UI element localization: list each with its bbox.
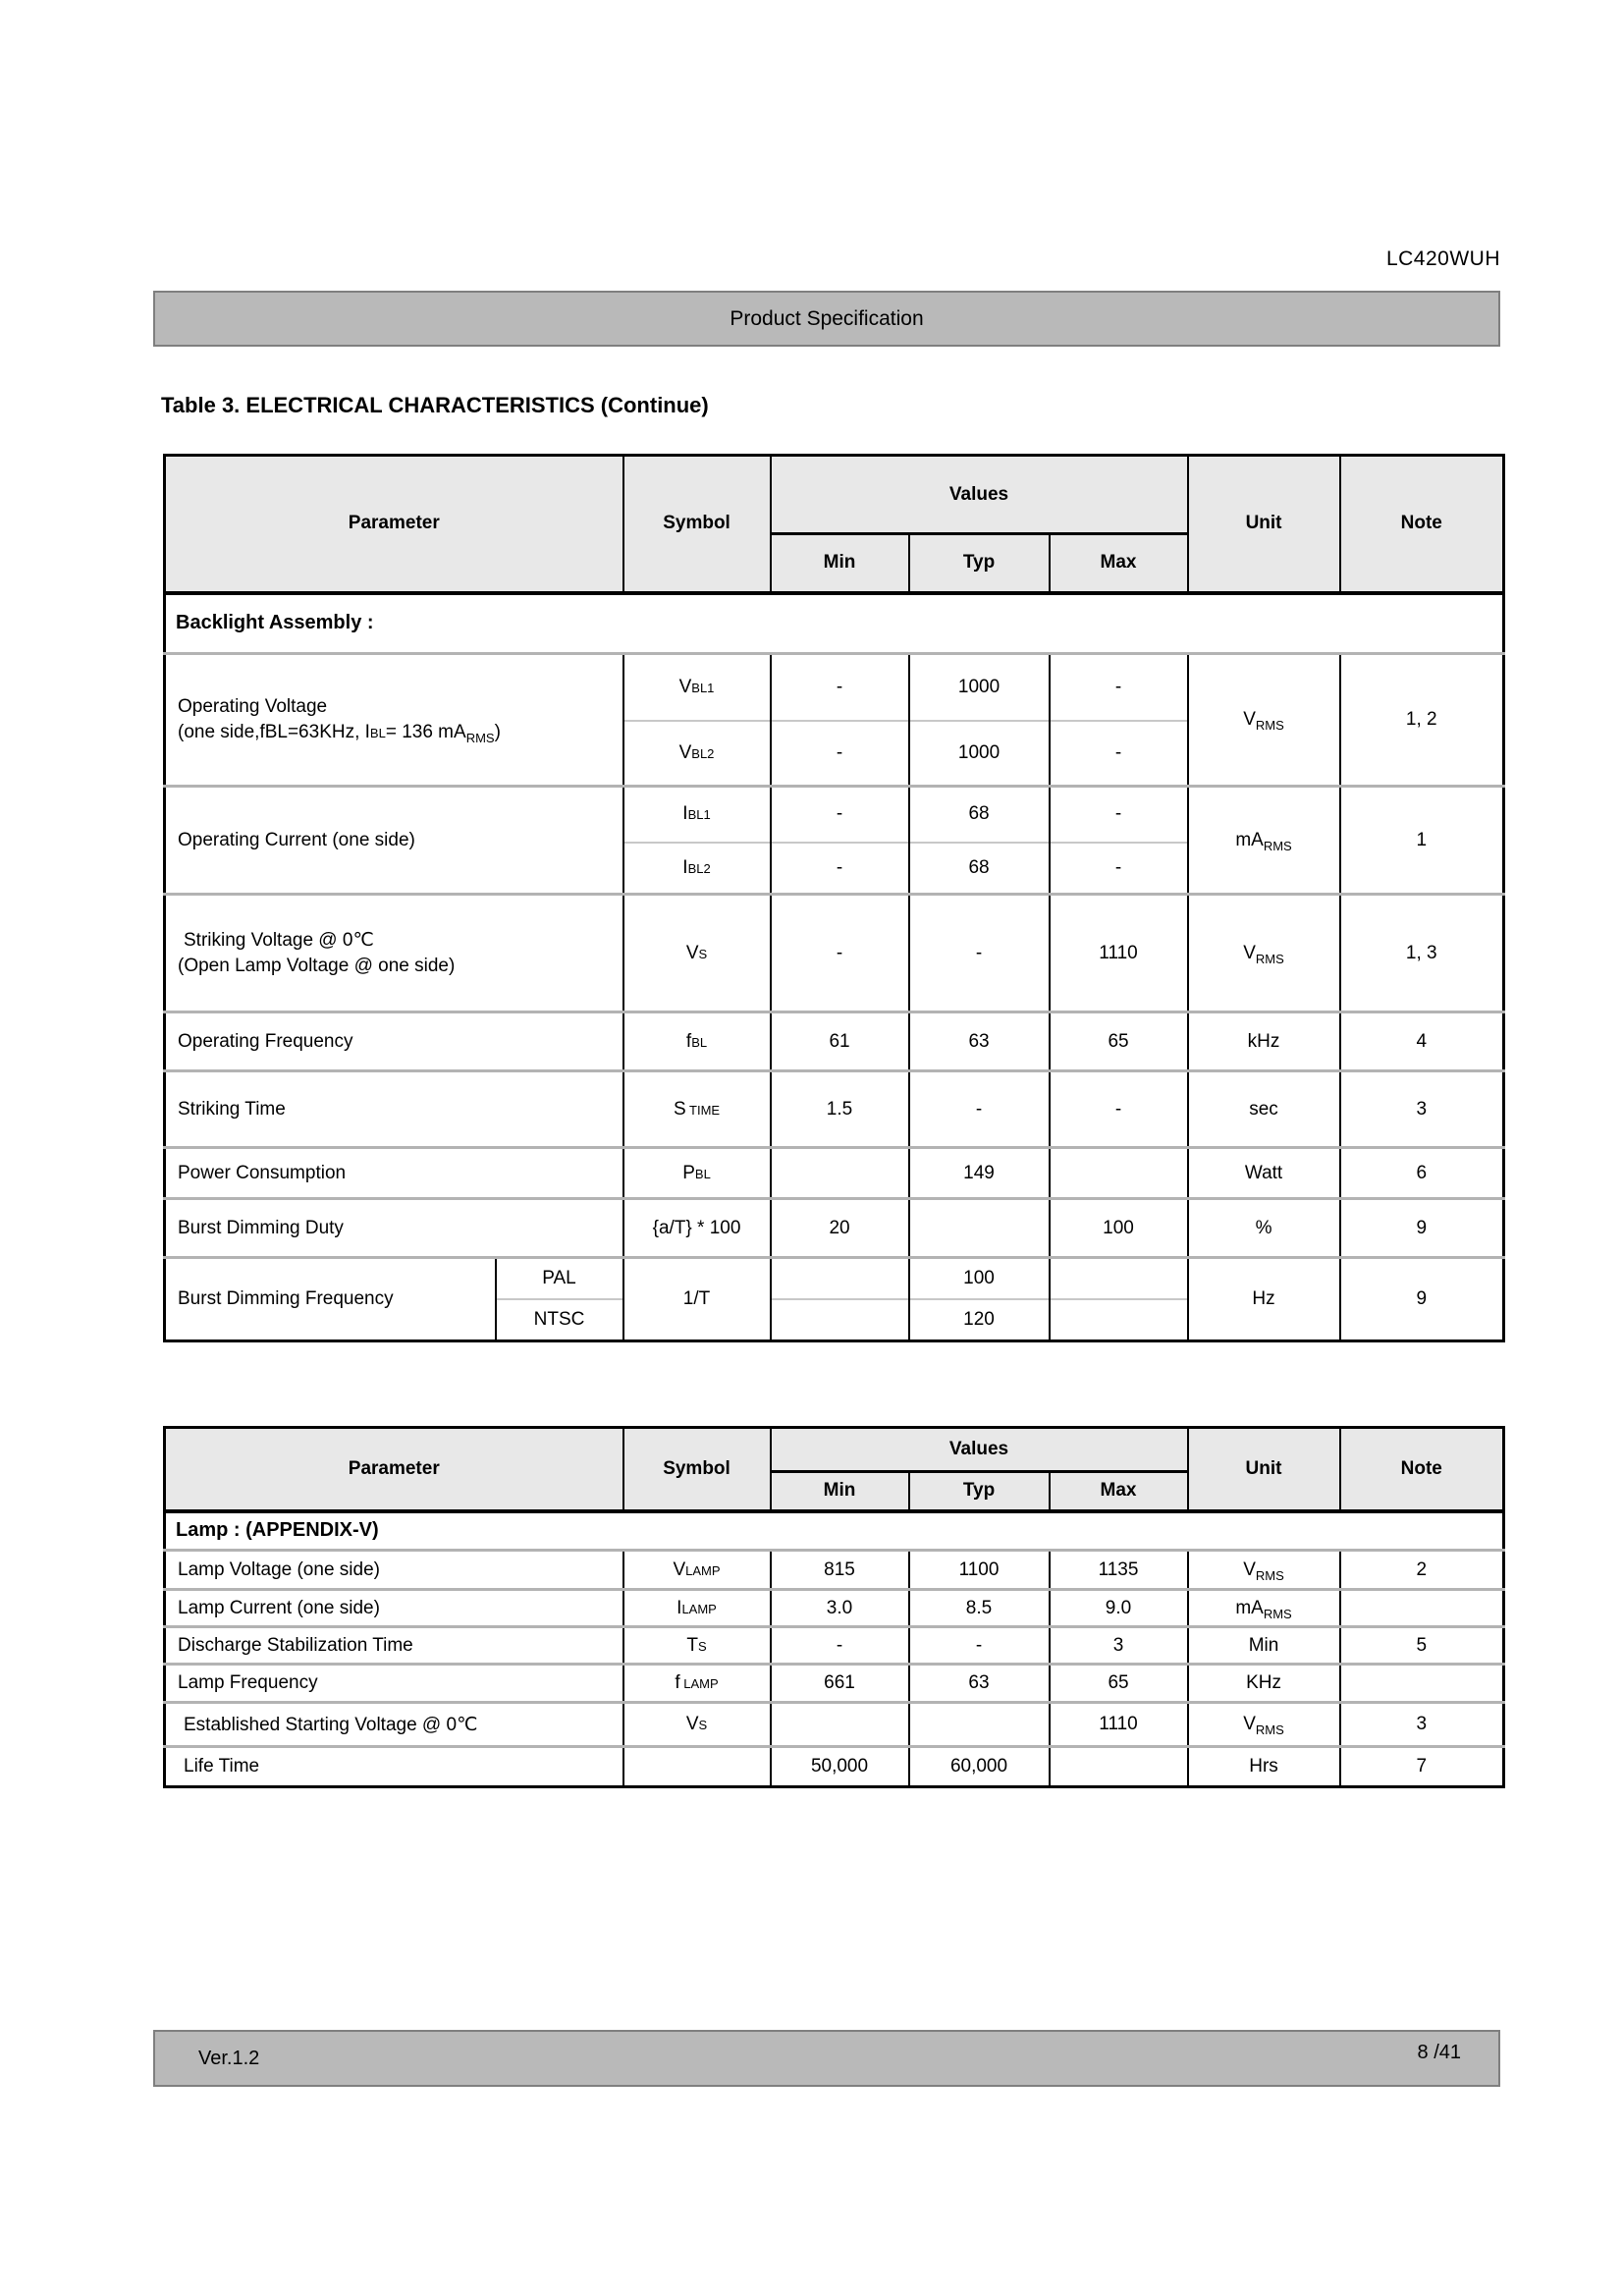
min-cell: 61 [771, 1012, 909, 1071]
symbol-base: I [682, 803, 688, 825]
unit-subscript: RMS [1263, 838, 1292, 853]
row-burst-dimming-frequency [165, 1258, 1504, 1299]
row-operating-current [165, 787, 1504, 843]
symbol-cell [623, 843, 771, 895]
max-cell: - [1050, 1071, 1188, 1148]
condition-sub: BL [369, 726, 386, 740]
row-operating-frequency [165, 1012, 1504, 1071]
col-header-unit: Unit [1188, 1428, 1340, 1511]
col-header-parameter: Parameter [165, 1428, 623, 1511]
row-discharge-stabilization-time [165, 1627, 1504, 1665]
symbol-base: V [678, 741, 692, 763]
parameter-cell: Lamp Frequency [165, 1665, 623, 1703]
max-cell: 1110 [1050, 1703, 1188, 1747]
unit-cell [1188, 1590, 1340, 1627]
typ-cell: - [909, 1071, 1050, 1148]
note-cell: 3 [1340, 1703, 1504, 1747]
note-cell: 5 [1340, 1627, 1504, 1665]
col-header-unit: Unit [1188, 456, 1340, 593]
note-cell: 9 [1340, 1258, 1504, 1341]
symbol-base: P [682, 1162, 695, 1183]
max-cell: - [1050, 843, 1188, 895]
parameter-name: Operating Voltage [178, 696, 328, 717]
max-cell [1050, 1299, 1188, 1341]
symbol-cell: 1/T [623, 1258, 771, 1341]
max-cell: 3 [1050, 1627, 1188, 1665]
row-operating-voltage [165, 654, 1504, 721]
min-cell: 3.0 [771, 1590, 909, 1627]
unit-cell: Hz [1188, 1258, 1340, 1341]
typ-cell: 1000 [909, 654, 1050, 721]
electrical-characteristics-table [163, 454, 1505, 1342]
min-cell [771, 1258, 909, 1299]
mode-cell-ntsc: NTSC [496, 1299, 623, 1341]
typ-cell [909, 1703, 1050, 1747]
note-cell [1340, 1665, 1504, 1703]
row-striking-voltage [165, 895, 1504, 1012]
parameter-condition [178, 722, 622, 743]
parameter-cell: Lamp Current (one side) [165, 1590, 623, 1627]
note-cell: 4 [1340, 1012, 1504, 1071]
typ-cell: 63 [909, 1012, 1050, 1071]
symbol-cell [623, 1627, 771, 1665]
unit-subscript: RMS [1255, 951, 1284, 966]
symbol-cell [623, 1551, 771, 1590]
symbol-cell [623, 1590, 771, 1627]
banner-title: Product Specification [730, 306, 924, 330]
row-established-starting-voltage [165, 1703, 1504, 1747]
col-header-values: Values [771, 456, 1188, 534]
parameter-cell: Burst Dimming Duty [165, 1199, 623, 1258]
parameter-cell: Striking Time [165, 1071, 623, 1148]
typ-cell: 60,000 [909, 1747, 1050, 1787]
col-header-min: Min [771, 534, 909, 593]
unit-base: mA [1235, 829, 1264, 850]
symbol-base: f [675, 1672, 680, 1693]
note-cell [1340, 1590, 1504, 1627]
lamp-characteristics-table [163, 1426, 1505, 1788]
min-cell: - [771, 843, 909, 895]
parameter-cell: Life Time [165, 1747, 623, 1787]
min-cell: - [771, 1627, 909, 1665]
typ-cell: 1000 [909, 721, 1050, 787]
col-header-symbol: Symbol [623, 456, 771, 593]
symbol-cell: {a/T} * 100 [623, 1199, 771, 1258]
max-cell: - [1050, 721, 1188, 787]
max-cell: 9.0 [1050, 1590, 1188, 1627]
unit-base: KHz [1246, 1672, 1281, 1693]
symbol-sub: LAMP [685, 1562, 721, 1578]
max-cell [1050, 1148, 1188, 1199]
unit-base: V [1243, 1558, 1256, 1580]
symbol-cell [623, 1665, 771, 1703]
symbol-cell [623, 721, 771, 787]
unit-cell [1188, 895, 1340, 1012]
symbol-base: S [673, 1098, 686, 1120]
unit-base: V [1243, 1714, 1256, 1734]
parameter-cell: Operating Current (one side) [165, 787, 623, 895]
symbol-base: V [685, 942, 699, 963]
col-header-symbol: Symbol [623, 1428, 771, 1511]
section-label: Backlight Assembly : [165, 593, 1504, 654]
typ-cell: 68 [909, 787, 1050, 843]
note-cell: 6 [1340, 1148, 1504, 1199]
min-cell: - [771, 654, 909, 721]
col-header-typ: Typ [909, 1472, 1050, 1511]
symbol-base: I [682, 856, 688, 878]
parameter-cell: Discharge Stabilization Time [165, 1627, 623, 1665]
max-cell: 1110 [1050, 895, 1188, 1012]
section-row-lamp [165, 1511, 1504, 1551]
note-cell: 9 [1340, 1199, 1504, 1258]
row-lamp-frequency [165, 1665, 1504, 1703]
unit-base: mA [1235, 1597, 1264, 1618]
symbol-cell [623, 1012, 771, 1071]
symbol-sub: LAMP [681, 1601, 717, 1616]
unit-cell [1188, 1747, 1340, 1787]
unit-cell [1188, 1627, 1340, 1665]
typ-cell [909, 1199, 1050, 1258]
typ-cell: 120 [909, 1299, 1050, 1341]
note-cell: 1 [1340, 787, 1504, 895]
row-power-consumption [165, 1148, 1504, 1199]
col-header-parameter: Parameter [165, 456, 623, 593]
typ-cell: 8.5 [909, 1590, 1050, 1627]
symbol-cell [623, 787, 771, 843]
col-header-max: Max [1050, 1472, 1188, 1511]
typ-cell: - [909, 895, 1050, 1012]
max-cell: 65 [1050, 1012, 1188, 1071]
parameter-cell: Lamp Voltage (one side) [165, 1551, 623, 1590]
note-cell: 7 [1340, 1747, 1504, 1787]
symbol-cell [623, 1703, 771, 1747]
note-cell: 1, 2 [1340, 654, 1504, 787]
row-striking-time [165, 1071, 1504, 1148]
unit-base: Min [1248, 1634, 1279, 1656]
row-burst-dimming-duty [165, 1199, 1504, 1258]
symbol-cell [623, 1071, 771, 1148]
footer-bar [153, 2030, 1500, 2087]
symbol-base: T [686, 1634, 698, 1656]
header-row-1 [165, 1428, 1504, 1472]
row-lamp-current [165, 1590, 1504, 1627]
min-cell: 815 [771, 1551, 909, 1590]
min-cell: 1.5 [771, 1071, 909, 1148]
symbol-sub: S [697, 1638, 707, 1654]
symbol-sub: TIME [685, 1102, 721, 1118]
note-cell: 1, 3 [1340, 895, 1504, 1012]
symbol-sub: BL [691, 1034, 708, 1050]
doc-model-code: LC420WUH [1385, 247, 1500, 270]
col-header-note: Note [1340, 456, 1504, 593]
parameter-cell [165, 654, 623, 787]
unit-base: V [1243, 709, 1256, 730]
row-life-time [165, 1747, 1504, 1787]
typ-cell: 1100 [909, 1551, 1050, 1590]
table-title: Table 3. ELECTRICAL CHARACTERISTICS (Continue) [161, 393, 709, 417]
parameter-cell: Established Starting Voltage @ 0℃ [165, 1703, 623, 1747]
header-row-1 [165, 456, 1504, 534]
symbol-base: V [685, 1714, 699, 1734]
col-header-max: Max [1050, 534, 1188, 593]
min-cell [771, 1703, 909, 1747]
unit-cell [1188, 1665, 1340, 1703]
min-cell: 661 [771, 1665, 909, 1703]
parameter-cell: Operating Frequency [165, 1012, 623, 1071]
section-row-backlight [165, 593, 1504, 654]
max-cell [1050, 1747, 1188, 1787]
min-cell: - [771, 721, 909, 787]
min-cell: - [771, 895, 909, 1012]
unit-cell [1188, 654, 1340, 787]
mode-cell-pal: PAL [496, 1258, 623, 1299]
unit-base: V [1243, 942, 1256, 963]
max-cell: - [1050, 787, 1188, 843]
unit-cell: kHz [1188, 1012, 1340, 1071]
max-cell: - [1050, 654, 1188, 721]
section-label: Lamp : (APPENDIX-V) [165, 1511, 1504, 1551]
unit-cell [1188, 787, 1340, 895]
spec-banner [153, 291, 1500, 347]
symbol-base: f [685, 1030, 692, 1052]
min-cell: 20 [771, 1199, 909, 1258]
parameter-cell: Burst Dimming Frequency [165, 1258, 496, 1341]
unit-subscript: RMS [1263, 1606, 1292, 1621]
col-header-typ: Typ [909, 534, 1050, 593]
symbol-cell [623, 895, 771, 1012]
note-cell: 2 [1340, 1551, 1504, 1590]
col-header-note: Note [1340, 1428, 1504, 1511]
min-cell: 50,000 [771, 1747, 909, 1787]
symbol-sub: S [698, 946, 708, 961]
unit-cell: Watt [1188, 1148, 1340, 1199]
symbol-base: V [673, 1558, 686, 1580]
typ-cell: 149 [909, 1148, 1050, 1199]
unit-base: Hrs [1249, 1756, 1278, 1777]
symbol-sub: BL1 [687, 807, 711, 823]
col-header-min: Min [771, 1472, 909, 1511]
parameter-name-2: (Open Lamp Voltage @ one side) [178, 956, 456, 976]
max-cell: 100 [1050, 1199, 1188, 1258]
col-header-values: Values [771, 1428, 1188, 1472]
symbol-sub: BL [694, 1166, 711, 1181]
row-lamp-voltage [165, 1551, 1504, 1590]
symbol-sub: LAMP [679, 1676, 719, 1691]
min-cell: - [771, 787, 909, 843]
unit-subscript: RMS [1255, 718, 1284, 733]
typ-cell: 100 [909, 1258, 1050, 1299]
unit-subscript: RMS [1255, 1722, 1284, 1737]
min-cell [771, 1148, 909, 1199]
footer-page-number: 8 /41 [1417, 2041, 1461, 2063]
symbol-base: I [676, 1597, 682, 1618]
unit-subscript: RMS [1255, 1567, 1284, 1583]
symbol-sub: S [698, 1718, 708, 1732]
unit-cell [1188, 1703, 1340, 1747]
parameter-cell [165, 895, 623, 1012]
typ-cell: 68 [909, 843, 1050, 895]
unit-cell [1188, 1551, 1340, 1590]
symbol-base: V [678, 676, 692, 697]
max-cell: 1135 [1050, 1551, 1188, 1590]
typ-cell: 63 [909, 1665, 1050, 1703]
condition-subscript: RMS [465, 731, 495, 745]
symbol-sub: BL1 [691, 680, 715, 695]
min-cell [771, 1299, 909, 1341]
symbol-cell [623, 654, 771, 721]
max-cell: 65 [1050, 1665, 1188, 1703]
note-cell: 3 [1340, 1071, 1504, 1148]
condition-text: (one side,fBL=63KHz, I [178, 722, 370, 742]
footer-version: Ver.1.2 [198, 2047, 260, 2069]
unit-cell: % [1188, 1199, 1340, 1258]
symbol-cell [623, 1747, 771, 1787]
typ-cell: - [909, 1627, 1050, 1665]
condition-text: = 136 mA [385, 722, 466, 742]
condition-text: ) [494, 722, 501, 742]
symbol-cell [623, 1148, 771, 1199]
parameter-cell: Power Consumption [165, 1148, 623, 1199]
max-cell [1050, 1258, 1188, 1299]
symbol-sub: BL2 [691, 745, 715, 761]
parameter-name: Striking Voltage @ 0℃ [184, 930, 374, 951]
symbol-sub: BL2 [687, 860, 711, 876]
unit-cell: sec [1188, 1071, 1340, 1148]
